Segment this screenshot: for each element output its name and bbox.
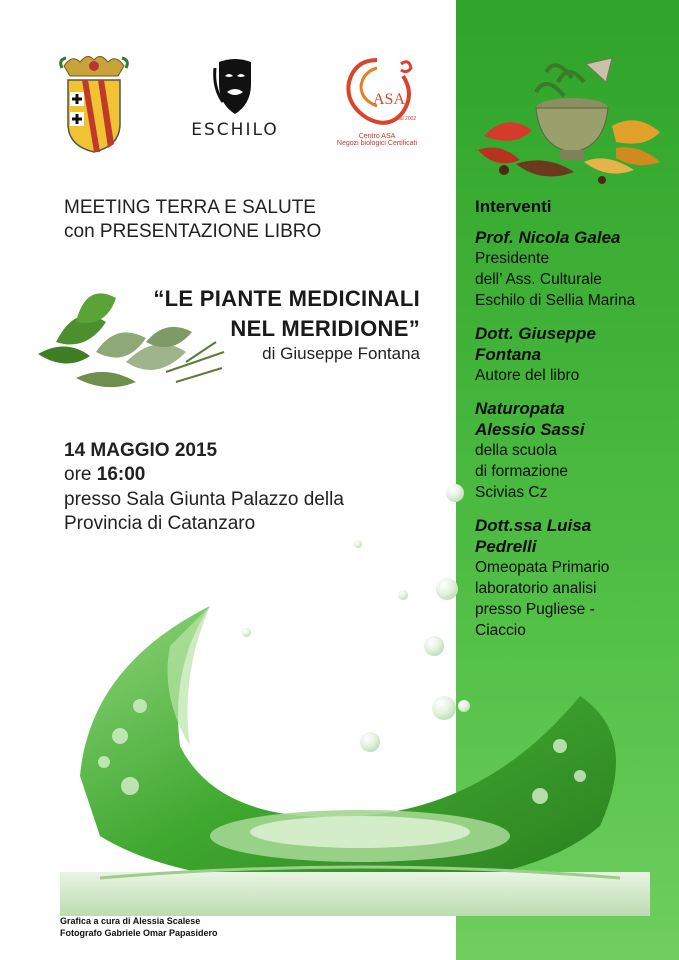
speaker-item <box>475 323 670 386</box>
speaker-name-line: Naturopata <box>475 399 565 418</box>
book-title <box>90 284 420 344</box>
speaker-name <box>475 227 670 248</box>
speaker-name <box>475 398 670 440</box>
meeting-heading <box>64 196 321 244</box>
book-author: di Giuseppe Fontana <box>262 344 420 363</box>
speaker-name-line: Alessio Sassi <box>475 420 585 439</box>
event-date: 14 MAGGIO 2015 <box>64 440 218 461</box>
eschilo-wordmark: ESCHILO <box>191 120 279 140</box>
speaker-role <box>475 248 670 311</box>
credits-photographer: Fotografo Gabriele Omar Papasidero <box>60 928 218 938</box>
speaker-name <box>475 515 670 557</box>
event-venue-line1: presso Sala Giunta Palazzo della <box>64 489 344 510</box>
theatre-mask-icon <box>213 58 257 118</box>
event-time-prefix: ore <box>64 464 92 485</box>
speaker-role-line: presso Pugliese - <box>475 601 595 618</box>
book-title-line1: “LE PIANTE MEDICINALI <box>153 286 420 311</box>
speakers-panel <box>475 197 670 653</box>
water-bubble <box>354 540 362 548</box>
province-crest-logo <box>58 52 130 154</box>
speaker-role <box>475 365 670 386</box>
green-leaf-image <box>60 586 650 916</box>
speaker-role-line: Omeopata Primario <box>475 559 610 576</box>
event-time <box>64 464 145 486</box>
speaker-name-line: Dott. Giuseppe <box>475 324 596 343</box>
speaker-role-line: dell’ Ass. Culturale <box>475 271 602 288</box>
speaker-name <box>475 323 670 365</box>
eschilo-logo <box>180 58 290 150</box>
speaker-role-line: Presidente <box>475 250 550 267</box>
speaker-role <box>475 440 670 503</box>
credits <box>60 915 218 939</box>
speaker-name-line: Prof. Nicola Galea <box>475 228 621 247</box>
speaker-role-line: Ciaccio <box>475 622 526 639</box>
speaker-role-line: laboratorio analisi <box>475 580 597 597</box>
asa-letters: ASA <box>373 91 406 108</box>
speaker-role-line: Scivias Cz <box>475 484 548 501</box>
speaker-item <box>475 398 670 503</box>
water-bubble <box>446 484 464 502</box>
event-venue-line2: Provincia di Catanzaro <box>64 513 256 534</box>
meeting-subtitle: con PRESENTAZIONE LIBRO <box>64 221 322 242</box>
herbs-mortar-image <box>476 52 666 192</box>
speaker-role-line: Autore del libro <box>475 367 580 384</box>
speaker-item <box>475 227 670 311</box>
asa-since: dal 2002 <box>397 116 417 122</box>
speaker-name-line: Fontana <box>475 345 542 364</box>
speaker-name-line: Dott.ssa Luisa <box>475 516 592 535</box>
speaker-name-line: Pedrelli <box>475 537 537 556</box>
speakers-heading: Interventi <box>475 197 552 216</box>
speaker-role-line: di formazione <box>475 463 569 480</box>
credits-graphics: Grafica a cura di Alessia Scalese <box>60 916 201 926</box>
event-venue <box>64 488 394 536</box>
speaker-role-line: della scuola <box>475 442 557 459</box>
book-title-line2: NEL MERIDIONE” <box>230 316 420 341</box>
event-time-value: 16:00 <box>96 464 146 485</box>
meeting-title: MEETING TERRA E SALUTE <box>64 197 316 218</box>
asa-center-label: Centro ASA <box>358 133 396 140</box>
asa-logo <box>332 54 422 154</box>
asa-tagline: Negozi biologici Certificati <box>336 140 418 147</box>
speaker-role-line: Eschilo di Sellia Marina <box>475 292 636 309</box>
